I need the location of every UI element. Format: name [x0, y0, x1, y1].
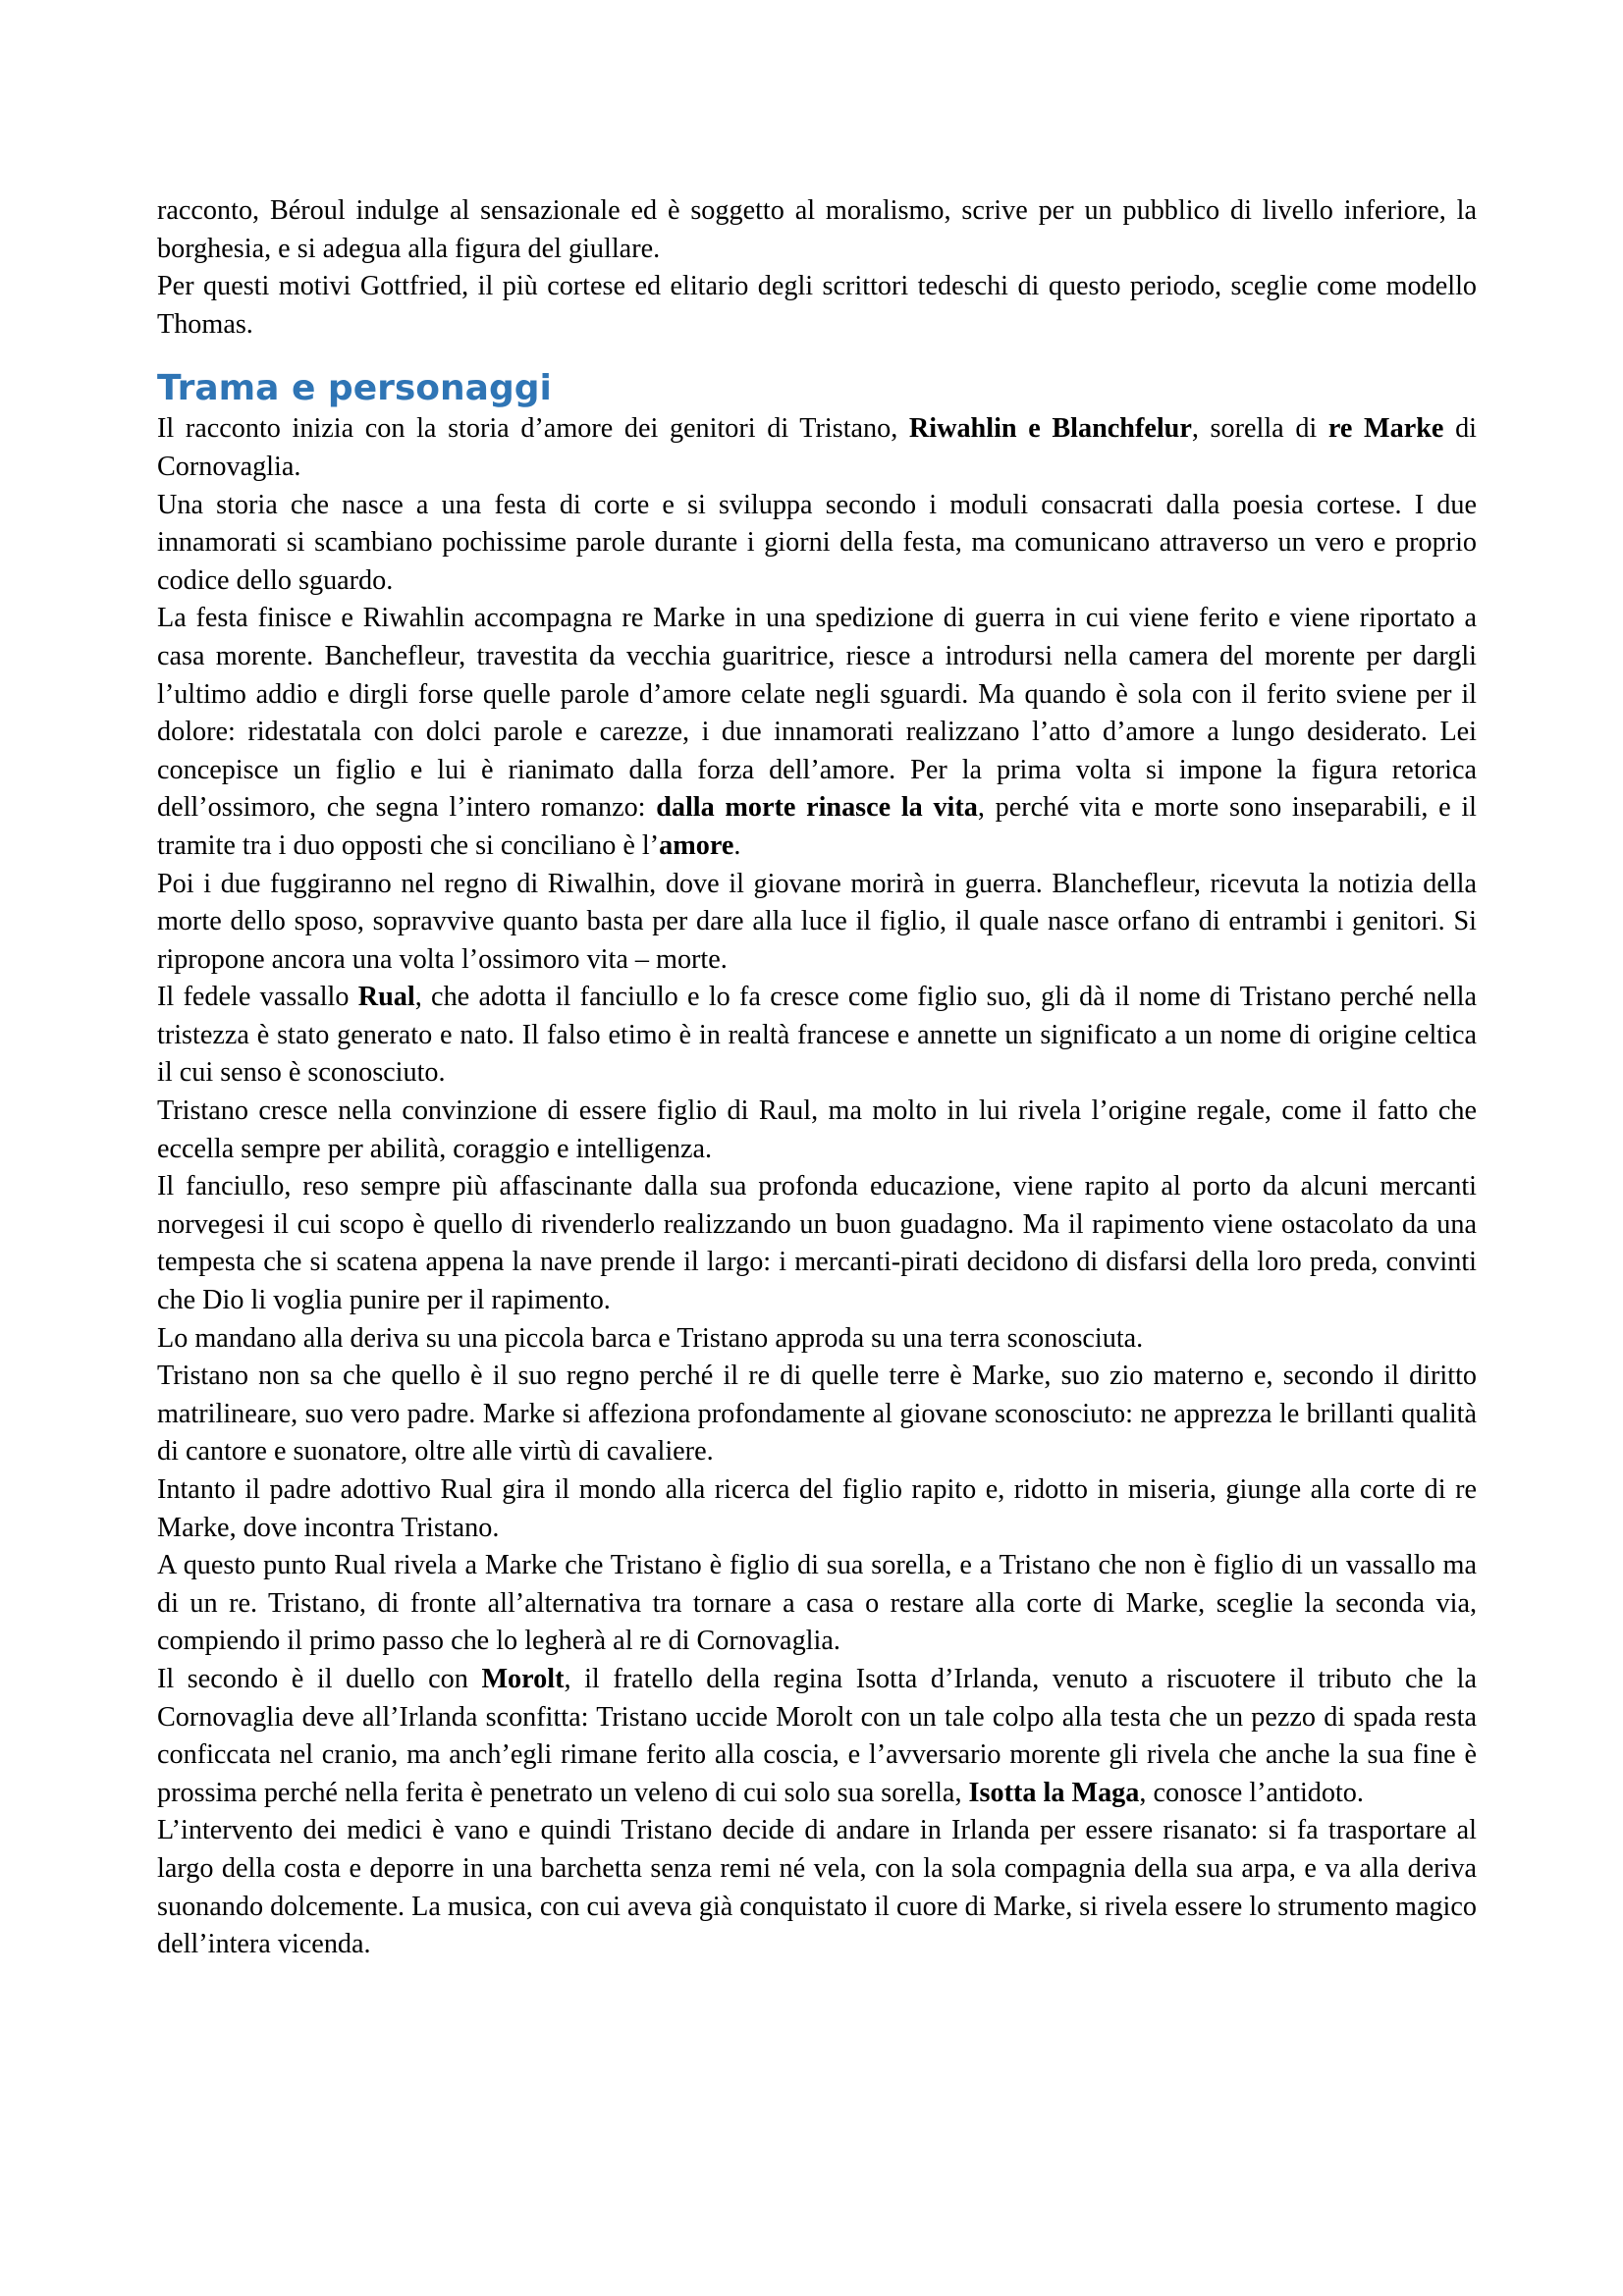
paragraph-padre-adottivo: Intanto il padre adottivo Rual gira il mondo alla ricerca del figlio rapito e, ridotto in miseria, giunge alla corte di re Marke, dove incontra Tristano.	[157, 1474, 1477, 1543]
paragraph-intro-2: Per questi motivi Gottfried, il più cortese ed elitario degli scrittori tedeschi di questo periodo, sceglie come modello Thomas.	[157, 271, 1477, 340]
text-span: , conosce l’antidoto.	[1139, 1777, 1364, 1808]
paragraph-medici: L’intervento dei medici è vano e quindi Tristano decide di andare in Irlanda per essere risanato: si fa trasportare al largo della costa e deporre in una barchetta senza remi né vela, con la sola compagnia della sua arpa, e va alla deriva suonando dolcemente. La musica, con cui aveva già conquistato il cuore di Marke, si rivela essere lo strumento magico dell’intera vicenda.	[157, 1815, 1477, 1960]
text-span: , il fratello della regina Isotta d’Irlanda, venuto a riscuotere il tributo che la Cornovaglia deve all’Irlanda sconfitta: Tristano uccide Morolt con un tale colpo alla testa che un pezzo di spada resta conficcata nel cranio, ma anch’egli rimane ferito alla coscia, e l’avversario morente gli rivela che anche la sua fine è prossima perché nella ferita è penetrato un veleno di cui solo sua sorella,	[157, 1663, 1477, 1808]
paragraph-festa: Una storia che nasce a una festa di corte e si sviluppa secondo i moduli consacrati dalla poesia cortese. I due innamorati si scambiano pochissime parole durante i giorni della festa, ma comunicano attraverso un vero e proprio codice dello sguardo.	[157, 489, 1477, 596]
paragraph-regno: Tristano non sa che quello è il suo regno perché il re di quelle terre è Marke, suo zio materno e, secondo il diritto matrilineare, suo vero padre. Marke si affeziona profondamente al giovane sconosciuto: ne apprezza le brillanti qualità di cantore e suonatore, oltre alle virtù di cavaliere.	[157, 1361, 1477, 1468]
paragraph-ossimoro	[157, 600, 1477, 865]
paragraph-duello	[157, 1661, 1477, 1812]
text-span: Il fedele vassallo	[157, 982, 358, 1013]
text-span: , che adotta il fanciullo e lo fa cresce come figlio suo, gli dà il nome di Tristano perché nella tristezza è stato generato e nato. Il falso etimo è in realtà francese e annette un significato a un nome di origine celtica il cui senso è sconosciuto.	[157, 982, 1478, 1089]
text-span: Il secondo è il duello con	[157, 1663, 482, 1694]
text-span: La festa finisce e Riwahlin accompagna re Marke in una spedizione di guerra in cui viene ferito e viene riportato a casa morente. Banchefleur, travestita da vecchia guaritrice, riesce a introdursi nella camera del morente per dargli l’ultimo addio e dirgli forse quelle parole d’amore celate negli sguardi. Ma quando è sola con il ferito sviene per il dolore: ridestatala con dolci parole e carezze, i due innamorati realizzano l’atto d’amore a lungo desiderato. Lei concepisce un figlio e lui è rianimato dalla forza dell’amore. Per la prima volta si impone la figura retorica dell’ossimoro, che segna l’intero romanzo:	[157, 603, 1477, 824]
bold-phrase-morte-vita: dalla morte rinasce la vita	[656, 792, 978, 824]
bold-word-amore: amore	[659, 829, 734, 861]
paragraph-genitori	[157, 410, 1477, 486]
text-span: , perché vita e morte sono inseparabili, e il tramite tra i duo opposti che si conciliano è l’	[157, 792, 1477, 861]
text-span: .	[733, 829, 741, 861]
paragraph-intro-1: racconto, Béroul indulge al sensazionale ed è soggetto al moralismo, scrive per un pubblico di livello inferiore, la borghesia, e si adegua alla figura del giullare.	[157, 195, 1477, 264]
section-heading: Trama e personaggi	[157, 368, 552, 409]
paragraph-rapimento: Il fanciullo, reso sempre più affascinante dalla sua profonda educazione, viene rapito al porto da alcuni mercanti norvegesi il cui scopo è quello di rivenderlo realizzando un buon guadagno. Ma il rapimento viene ostacolato da una tempesta che si scatena appena la nave prende il largo: i mercanti-pirati decidono di disfarsi della loro preda, convinti che Dio li voglia punire per il rapimento.	[157, 1171, 1477, 1316]
bold-name-isotta-la-maga: Isotta la Maga	[968, 1777, 1140, 1808]
bold-name-rual: Rual	[357, 982, 415, 1013]
text-span: Il racconto inizia con la storia d’amore dei genitori di Tristano,	[157, 413, 909, 445]
bold-name-re-marke: re Marke	[1327, 413, 1444, 445]
bold-name-morolt: Morolt	[481, 1663, 565, 1694]
bold-name-riwahlin-blanchfelur: Riwahlin e Blanchfelur	[908, 413, 1192, 445]
text-span: , sorella di	[1191, 413, 1328, 445]
document-page	[157, 192, 1477, 1964]
text-span: di Cornovaglia.	[157, 413, 1477, 482]
paragraph-fuga: Poi i due fuggiranno nel regno di Riwalhin, dove il giovane morirà in guerra. Blanchefleur, ricevuta la notizia della morte dello sposo, sopravvive quanto basta per dare alla luce il figlio, il quale nasce orfano di entrambi i genitori. Si ripropone ancora una volta l’ossimoro vita – morte.	[157, 868, 1477, 975]
paragraph-rivelazione: A questo punto Rual rivela a Marke che Tristano è figlio di sua sorella, e a Tristano che non è figlio di un vassallo ma di un re. Tristano, di fronte all’alternativa tra tornare a casa o restare alla corte di Marke, sceglie la seconda via, compiendo il primo passo che lo legherà al re di Cornovaglia.	[157, 1550, 1477, 1657]
paragraph-crescita: Tristano cresce nella convinzione di essere figlio di Raul, ma molto in lui rivela l’origine regale, come il fatto che eccella sempre per abilità, coraggio e intelligenza.	[157, 1095, 1477, 1164]
paragraph-rual	[157, 979, 1477, 1093]
paragraph-deriva: Lo mandano alla deriva su una piccola barca e Tristano approda su una terra sconosciuta.	[157, 1322, 1144, 1354]
